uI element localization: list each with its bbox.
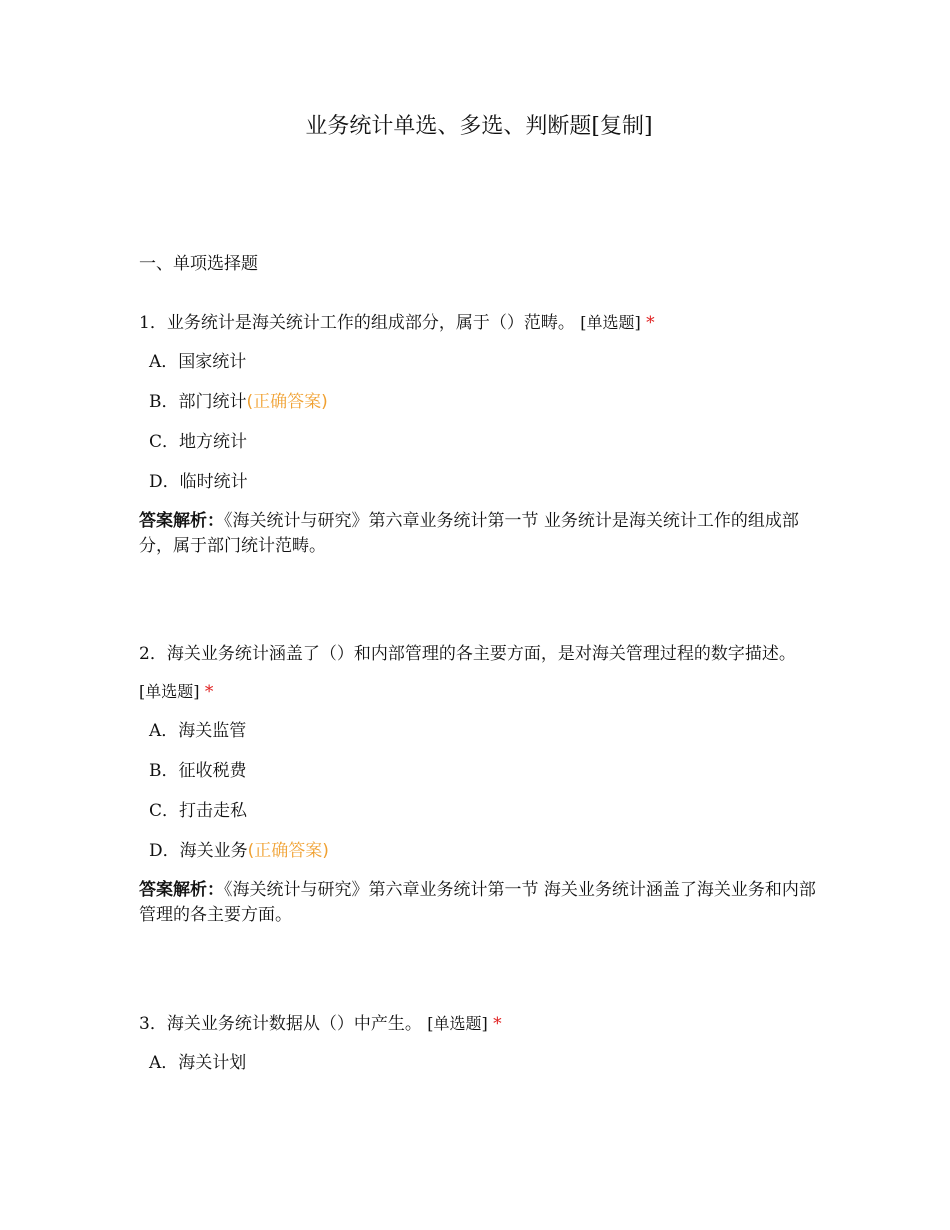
question-stem (139, 1005, 819, 1043)
option-c[interactable] (139, 791, 819, 831)
analysis-text: 《海关统计与研究》第六章业务统计第一节 业务统计是海关统计工作的组成部分，属于部门统计范畴。 (139, 511, 799, 556)
question-2 (139, 636, 819, 928)
correct-answer-tag: (正确答案) (247, 841, 329, 861)
option-a[interactable] (139, 342, 819, 382)
option-d[interactable] (139, 462, 819, 502)
question-1 (139, 304, 819, 559)
question-text: 业务统计是海关统计工作的组成部分，属于（）范畴。 (166, 313, 575, 333)
question-type-tag: [单选题] (139, 682, 200, 701)
answer-analysis (139, 871, 819, 928)
option-text: 打击走私 (179, 801, 248, 821)
option-text: 海关监管 (178, 721, 247, 741)
option-letter: D． (149, 472, 180, 492)
question-text: 海关业务统计涵盖了（）和内部管理的各主要方面，是对海关管理过程的数字描述。 (166, 644, 796, 664)
option-c[interactable] (139, 422, 819, 462)
question-number: 1． (139, 313, 167, 333)
option-b[interactable] (139, 382, 819, 422)
question-type-tag: [单选题] (580, 313, 641, 332)
option-a[interactable] (139, 711, 819, 751)
required-mark: * (493, 1014, 502, 1034)
option-letter: B． (149, 761, 179, 781)
option-text: 征收税费 (178, 761, 247, 781)
required-mark: * (646, 313, 655, 333)
question-stem (139, 304, 819, 342)
analysis-label: 答案解析： (139, 880, 224, 900)
option-letter: A． (149, 721, 179, 741)
option-d[interactable] (139, 831, 819, 871)
option-a[interactable] (139, 1043, 819, 1083)
option-list (139, 711, 819, 871)
document-title: 业务统计单选、多选、判断题[复制] (305, 114, 653, 139)
option-letter: C． (149, 801, 180, 821)
option-text: 部门统计 (178, 392, 247, 412)
option-text: 临时统计 (179, 472, 248, 492)
option-letter: A． (149, 1053, 179, 1073)
option-text: 国家统计 (178, 352, 247, 372)
analysis-text: 《海关统计与研究》第六章业务统计第一节 海关业务统计涵盖了海关业务和内部管理的各主要方面。 (139, 880, 816, 925)
option-letter: D． (149, 841, 180, 861)
option-text: 地方统计 (179, 432, 248, 452)
option-letter: B． (149, 392, 179, 412)
correct-answer-tag: (正确答案) (246, 392, 328, 412)
answer-analysis (139, 502, 819, 559)
question-3 (139, 1005, 819, 1083)
question-number: 2． (139, 644, 167, 664)
option-letter: A． (149, 352, 179, 372)
option-text: 海关计划 (178, 1053, 247, 1073)
option-b[interactable] (139, 751, 819, 791)
question-number: 3． (139, 1014, 167, 1034)
question-text: 海关业务统计数据从（）中产生。 (166, 1014, 422, 1034)
required-mark: * (204, 682, 214, 702)
option-list (139, 342, 819, 502)
option-text: 海关业务 (179, 841, 248, 861)
question-stem (139, 636, 819, 711)
question-type-tag: [单选题] (427, 1014, 488, 1033)
option-letter: C． (149, 432, 180, 452)
analysis-label: 答案解析： (139, 511, 224, 531)
section-heading: 一、单项选择题 (139, 254, 258, 274)
option-list (139, 1043, 819, 1083)
